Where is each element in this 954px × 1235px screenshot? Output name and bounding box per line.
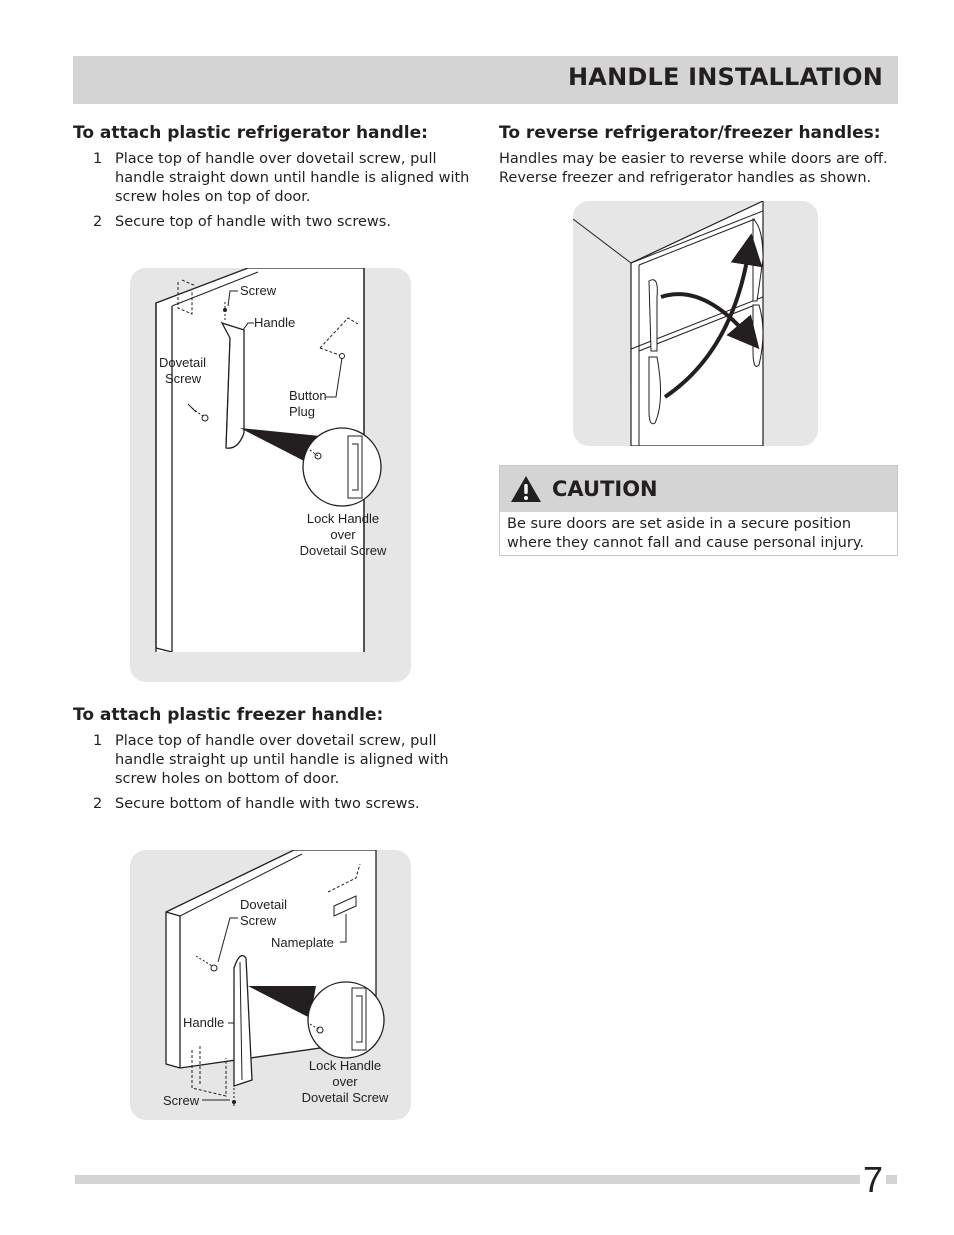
fridge-handle-figure <box>130 268 411 682</box>
list-item <box>73 795 478 814</box>
step-number: 1 <box>93 733 103 749</box>
reverse-handles-text-line1: Handles may be easier to reverse while doors are off. <box>499 151 888 167</box>
fridge-handle-heading: To attach plastic refrigerator handle: <box>73 123 428 143</box>
button-plug-label: Button <box>289 388 327 403</box>
caution-header <box>500 466 897 512</box>
screw-label: Screw <box>240 283 277 298</box>
step-number: 1 <box>93 151 103 167</box>
dovetail-label: Dovetail <box>159 355 206 370</box>
reverse-handles-diagram <box>573 201 818 446</box>
dovetail-label: Dovetail <box>240 897 287 912</box>
step-text: Place top of handle over dovetail screw, pull handle straight down until handle is aligned with screw holes on top of door. <box>115 151 470 205</box>
handle-label: Handle <box>254 315 296 330</box>
button-plug-label-2: Plug <box>289 404 316 419</box>
freezer-handle-figure <box>130 850 411 1120</box>
step-number: 2 <box>93 796 103 812</box>
lock-label-2: over <box>330 527 356 542</box>
fridge-handle-diagram <box>130 268 411 682</box>
page-title: HANDLE INSTALLATION <box>568 63 883 91</box>
page-number: 7 <box>860 1158 886 1202</box>
nameplate-label: Nameplate <box>271 935 334 950</box>
reverse-handles-figure <box>573 201 818 446</box>
dovetail-label-2: Screw <box>165 371 202 386</box>
lock-label-2: over <box>332 1074 358 1089</box>
step-text: Secure top of handle with two screws. <box>115 214 391 230</box>
list-item <box>73 732 478 789</box>
fridge-steps-list <box>73 150 478 238</box>
footer-bar <box>75 1175 897 1184</box>
lock-label-1: Lock Handle <box>308 1058 382 1073</box>
handle-label: Handle <box>183 1015 225 1030</box>
step-number: 2 <box>93 214 103 230</box>
step-text: Place top of handle over dovetail screw, pull handle straight up until handle is aligned with screw holes on bottom of door. <box>115 733 449 787</box>
lock-label-3: Dovetail Screw <box>301 1090 389 1105</box>
list-item <box>73 213 478 232</box>
header-bar <box>73 56 898 104</box>
freezer-handle-diagram <box>130 850 411 1120</box>
dovetail-label-2: Screw <box>240 913 277 928</box>
freezer-steps-list <box>73 732 478 820</box>
screw-label: Screw <box>163 1093 200 1108</box>
caution-box <box>499 465 898 556</box>
reverse-handles-heading: To reverse refrigerator/freezer handles: <box>499 123 881 143</box>
lock-label-3: Dovetail Screw <box>299 543 387 558</box>
lock-label-1: Lock Handle <box>306 511 380 526</box>
list-item <box>73 150 478 207</box>
step-text: Secure bottom of handle with two screws. <box>115 796 420 812</box>
warning-icon <box>510 475 542 503</box>
freezer-handle-heading: To attach plastic freezer handle: <box>73 705 384 725</box>
reverse-handles-text-line2: Reverse freezer and refrigerator handles as shown. <box>499 170 872 186</box>
caution-text: Be sure doors are set aside in a secure position where they cannot fall and cause personal injury. <box>507 516 864 551</box>
caution-title: CAUTION <box>552 477 658 501</box>
